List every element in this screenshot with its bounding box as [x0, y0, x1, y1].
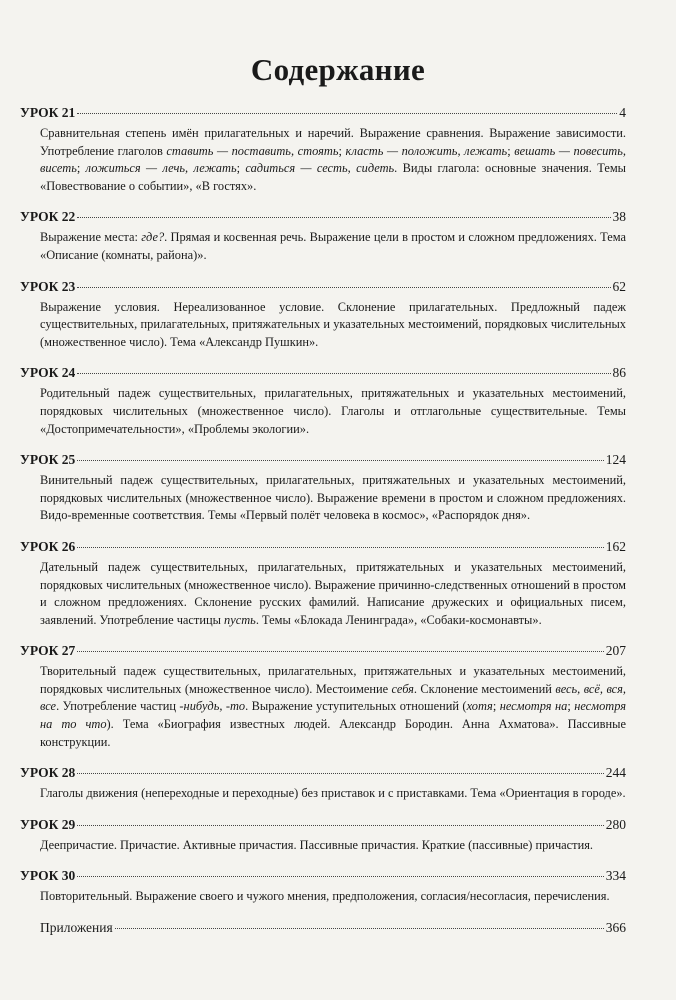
- lesson-description: [20, 385, 626, 438]
- description-text: Дательный падеж существительных, прилагательных, притяжательных и указательных местоимений, порядковых числительных (множественное число). Выражение причинно-следственных отношений в простом и сложном предложениях. Склонение русских фамилий. Написание дружеских и официальных писем, заявлений. Употребление частицы: [40, 559, 626, 627]
- description-text: Выражение места:: [40, 230, 142, 245]
- toc-entry-header[interactable]: [20, 104, 626, 122]
- page-number: 62: [612, 278, 626, 294]
- dot-leader: [77, 287, 610, 288]
- toc-entry-header[interactable]: [20, 208, 626, 226]
- toc-entry: [20, 364, 626, 438]
- description-text: Сравнительная степень имён прилагательных и наречий. Выражение сравнения. Выражение зависимости. Употребление глаголов: [40, 126, 626, 158]
- toc-entry: [20, 816, 626, 855]
- toc-entry-header[interactable]: [20, 278, 626, 296]
- description-text: ;: [76, 161, 86, 176]
- description-text: . Виды глагола: основные значения. Темы «Повествование о событии», «В гостях».: [40, 161, 626, 193]
- italic-term: -нибудь, -то: [179, 699, 246, 714]
- italic-term: ставить — поставить, стоять: [166, 143, 339, 158]
- dot-leader: [77, 460, 604, 461]
- description-text: . Прямая и косвенная речь. Выражение цели в простом и сложном предложениях. Тема «Описание (комнаты, района)».: [40, 230, 627, 262]
- page-number: 244: [605, 765, 626, 781]
- description-text: Творительный падеж существительных, прилагательных, притяжательных и указательных местоимений, порядковых числительных (множественное число). Местоимение: [40, 664, 626, 696]
- description-text: ;: [507, 143, 515, 158]
- italic-term: где?: [141, 230, 165, 245]
- italic-term: вешать — повесить, висеть: [40, 143, 626, 176]
- toc-entry: [20, 642, 626, 751]
- toc-entry: [20, 867, 626, 906]
- toc-entry-header[interactable]: [20, 451, 626, 469]
- lesson-description: [20, 299, 626, 352]
- lesson-description: [20, 472, 626, 525]
- dot-leader: [77, 651, 604, 652]
- page-number: 38: [612, 209, 626, 225]
- description-text: Деепричастие. Причастие. Активные причастия. Пассивные причастия. Краткие (пассивные) причастия.: [40, 837, 594, 852]
- lesson-label: УРОК 26: [20, 538, 76, 554]
- lesson-label: УРОК 29: [20, 816, 76, 832]
- description-text: Повторительный. Выражение своего и чужого мнения, предположения, согласия/несогласия, перечисления.: [40, 889, 610, 904]
- italic-term: пусть: [224, 612, 256, 627]
- toc-entry-header[interactable]: [20, 867, 626, 885]
- italic-term: несмотря на то что: [40, 699, 627, 732]
- lesson-label: УРОК 24: [20, 365, 76, 381]
- lesson-label: УРОК 30: [20, 868, 76, 884]
- lesson-description: [20, 663, 626, 751]
- description-text: . Употребление частиц: [56, 699, 180, 714]
- lesson-description: [20, 559, 626, 629]
- dot-leader: [77, 113, 617, 114]
- italic-term: ложиться — лечь, лежать: [85, 161, 237, 176]
- lesson-label: УРОК 23: [20, 278, 76, 294]
- toc-entry-header[interactable]: [20, 919, 626, 937]
- description-text: Выражение условия. Нереализованное условие. Склонение прилагательных. Предложный падеж существительных, прилагательных, притяжательных и указательных местоимений, порядковых числительных (множественное число). Тема «Александр Пушкин».: [40, 299, 626, 349]
- italic-term: несмотря на: [499, 699, 568, 714]
- dot-leader: [115, 928, 604, 929]
- lesson-description: [20, 229, 626, 264]
- page-number: 280: [605, 816, 626, 832]
- toc-entry: [20, 451, 626, 525]
- toc-entry-header[interactable]: [20, 816, 626, 834]
- lesson-label: УРОК 25: [20, 452, 76, 468]
- dot-leader: [77, 547, 604, 548]
- description-text: ;: [338, 143, 346, 158]
- appendix-label: Приложения: [40, 920, 113, 936]
- dot-leader: [77, 825, 604, 826]
- lesson-description: [20, 125, 626, 195]
- italic-term: себя: [391, 681, 414, 696]
- toc-entry-header[interactable]: [20, 364, 626, 382]
- toc-entry: [20, 278, 626, 352]
- lesson-label: УРОК 22: [20, 209, 76, 225]
- description-text: Родительный падеж существительных, прилагательных, притяжательных и указательных местоимений, порядковых числительных (множественное число). Глаголы и отглагольные существительные. Темы «Достопримечательности», «Проблемы экологии».: [40, 386, 626, 436]
- description-text: Глаголы движения (непереходные и переходные) без приставок и с приставками. Тема «Ориентация в городе».: [40, 786, 626, 801]
- description-text: . Темы «Блокада Ленинграда», «Собаки-космонавты».: [255, 612, 542, 627]
- toc-entry: [20, 538, 626, 629]
- dot-leader: [77, 373, 610, 374]
- dot-leader: [77, 773, 604, 774]
- page-number: 86: [612, 365, 626, 381]
- page-number: 4: [619, 105, 626, 120]
- description-text: . Выражение уступительных отношений (: [245, 699, 467, 714]
- description-text: . Склонение местоимений: [413, 681, 556, 696]
- lesson-description: [20, 837, 626, 855]
- description-text: ;: [236, 161, 246, 176]
- lesson-label: УРОК 27: [20, 643, 76, 659]
- page-number: 334: [605, 868, 626, 884]
- dot-leader: [77, 876, 604, 877]
- lesson-label: УРОК 28: [20, 765, 76, 781]
- dot-leader: [77, 217, 610, 218]
- toc-entry: [20, 764, 626, 803]
- page-number: 162: [605, 538, 626, 554]
- lesson-description: [20, 888, 626, 906]
- table-of-contents: [20, 104, 626, 950]
- description-text: ;: [567, 699, 575, 714]
- lesson-label: УРОК 21: [20, 105, 76, 120]
- page-number: 124: [605, 452, 626, 468]
- lesson-description: [20, 785, 626, 803]
- description-text: Винительный падеж существительных, прилагательных, притяжательных и указательных местоимений, порядковых числительных (множественное число). Выражение времени в простом и сложном предложениях. Видо-временные соответствия. Темы «Первый полёт человека в космос», «Распорядок дня».: [40, 473, 626, 523]
- toc-entry-header[interactable]: [20, 764, 626, 782]
- toc-entry: [20, 208, 626, 264]
- toc-entry-appendix: [20, 919, 626, 937]
- toc-entry-header[interactable]: [20, 642, 626, 660]
- page-number: 207: [605, 643, 626, 659]
- description-text: ;: [492, 699, 500, 714]
- italic-term: весь, всё, вся, все: [40, 681, 627, 714]
- italic-term: хотя: [466, 699, 493, 714]
- italic-term: садиться — сесть, сидеть: [245, 161, 395, 176]
- toc-entry-header[interactable]: [20, 538, 626, 556]
- page-title: Содержание: [250, 52, 426, 87]
- page-number: 366: [605, 920, 626, 936]
- description-text: ). Тема «Биография известных людей. Александр Бородин. Анна Ахматова». Пассивные конструкции.: [40, 717, 626, 749]
- toc-entry: [20, 104, 626, 195]
- italic-term: класть — положить, лежать: [345, 143, 508, 158]
